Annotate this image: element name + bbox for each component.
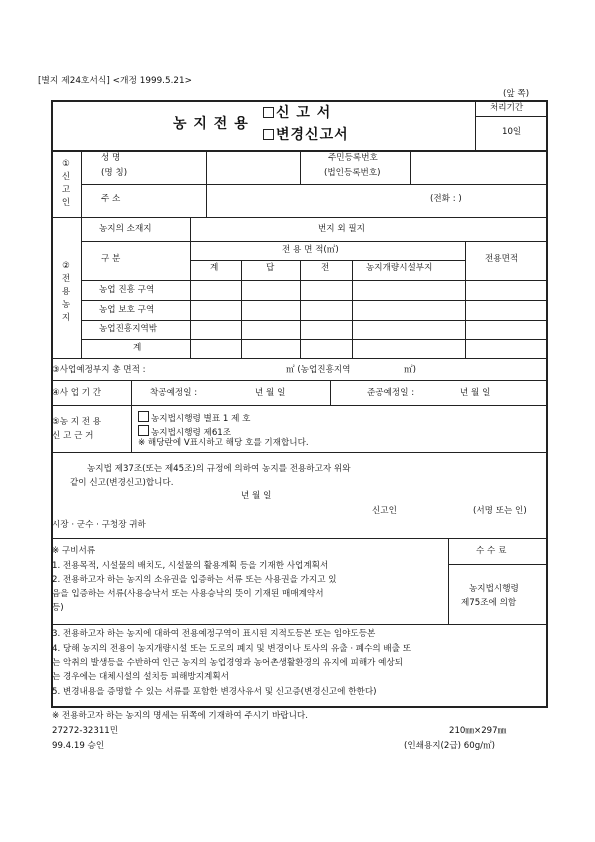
location-label: 농지의 소재지 [99,224,152,234]
footer-note: ※ 전용하고자 하는 농지의 명세는 뒤쪽에 기재하여 주시기 바랍니다. [52,711,308,721]
start-date-value: 년 월 일 [255,388,286,398]
site-area-unit-close: ㎡) [404,365,416,375]
document-item: 는 악취의 발생등을 수반하여 인근 농지의 농업경영과 농어촌생활환경의 유지에 피해가 예상되 [52,658,404,668]
col-paddy: 답 [266,263,275,273]
basis-option-article61: 농지법시행령 제61조 [138,425,231,438]
form-code: 27272-32311민 [52,726,119,736]
signer-label: 신고인 [372,506,397,516]
form-reference: [별지 제24호서식] <개정 1999.5.21> [38,76,192,86]
end-date-value: 년 월 일 [460,388,491,398]
fee-label: 수 수 료 [476,546,507,556]
id-number-sub-label: (법인등록번호) [324,168,381,178]
col-improvement-site: 농지개량시설부지 [366,263,433,273]
site-area-label: ③사업예정부지 총 면적 : [52,365,146,375]
address-label: 주 소 [101,194,121,204]
document-item: 2. 전용하고자 하는 농지의 소유권을 입증하는 서류 또는 사용권을 가지고 있 [52,575,337,585]
page-side-label: (앞 쪽) [503,89,530,99]
col-total: 계 [210,263,219,273]
document-item: 는 경우에는 대체시설의 설치등 피해방지계획서 [52,672,229,682]
basis-note: ※ 해당란에 V표시하고 해당 호를 기재합니다. [138,438,309,448]
row-total: 계 [133,343,142,353]
basis-option-table: 농지법시행령 별표 1 제 호 [138,411,250,424]
converted-area-label: 전용면적 [485,254,519,264]
division-label: 구 분 [101,254,121,264]
checkbox-report[interactable] [263,107,274,118]
location-value: 번지 외 필지 [318,224,365,234]
form-title: 농 지 전 용 [173,116,249,132]
title-option-report: 신 고 서 [263,106,331,120]
document-item: 등) [52,603,64,613]
col-field: 전 [321,263,330,273]
row-promotion-zone: 농업 진흥 구역 [99,285,155,295]
document-item: 음을 입증하는 서류(사용승낙서 또는 사용승낙의 뜻이 기재된 매매계약서 [52,589,324,599]
paper-spec: (인쇄용지(2급) 60g/㎡) [404,741,495,751]
recipient: 시장 · 군수 · 구청장 귀하 [52,520,146,530]
fee-value-2: 제75조에 의함 [461,598,517,608]
paper-size: 210㎜×297㎜ [449,726,507,736]
declaration-date: 년 월 일 [241,491,272,501]
processing-period-label: 처리기간 [490,103,524,113]
basis-label-2: 신 고 근 거 [52,431,94,441]
document-item: 5. 변경내용을 증명할 수 있는 서류를 포함한 변경사유서 및 신고증(변경신고에 한한다) [52,687,377,697]
processing-period-value: 10일 [502,127,522,137]
sign-note: (서명 또는 인) [473,506,527,516]
start-date-label: 착공예정일 : [150,388,198,398]
documents-heading: ※ 구비서류 [52,546,96,556]
row-outside-zone: 농업진흥지역밖 [99,324,158,334]
end-date-label: 준공예정일 : [367,388,415,398]
fee-value-1: 농지법시행령 [469,584,519,594]
declaration-line-2: 같이 신고(변경신고)합니다. [70,478,174,488]
site-area-unit: ㎡ (농업진흥지역 [286,365,351,375]
phone-field[interactable]: (전화 : ) [430,194,462,204]
name-label: 성 명 [101,153,121,163]
row-protection-zone: 농업 보호 구역 [99,305,155,315]
document-item: 3. 전용하고자 하는 농지에 대하여 전용예정구역이 표시된 지적도등본 또는 임야도등본 [52,629,376,639]
declaration-line-1: 농지법 제37조(또는 제45조)의 규정에 의하여 농지를 전용하고자 위와 [87,464,351,474]
title-option-change: 변경신고서 [263,128,349,142]
applicant-section-label: ① 신 고 인 [61,159,71,208]
checkbox-article61[interactable] [138,425,149,436]
document-item: 4. 당해 농지의 전용이 농지개량시설 또는 도로의 폐지 및 변경이나 토사의 유출 · 폐수의 배출 또 [52,644,412,654]
basis-label-1: ⑤농 지 전 용 [52,417,102,427]
name-sub-label: (명 칭) [101,168,128,178]
period-label: ④사 업 기 간 [52,388,102,398]
checkbox-change[interactable] [263,129,274,140]
document-item: 1. 전용목적, 시설물의 배치도, 시설물의 활용계획 등을 기재한 사업계획서 [52,561,329,571]
farmland-section-label: ② 전 용 농 지 [61,261,71,323]
area-header: 전 용 면 적(㎡) [282,245,339,255]
id-number-label: 주민등록번호 [328,153,378,163]
approval-date: 99.4.19 승인 [52,741,105,751]
checkbox-table1[interactable] [138,411,149,422]
